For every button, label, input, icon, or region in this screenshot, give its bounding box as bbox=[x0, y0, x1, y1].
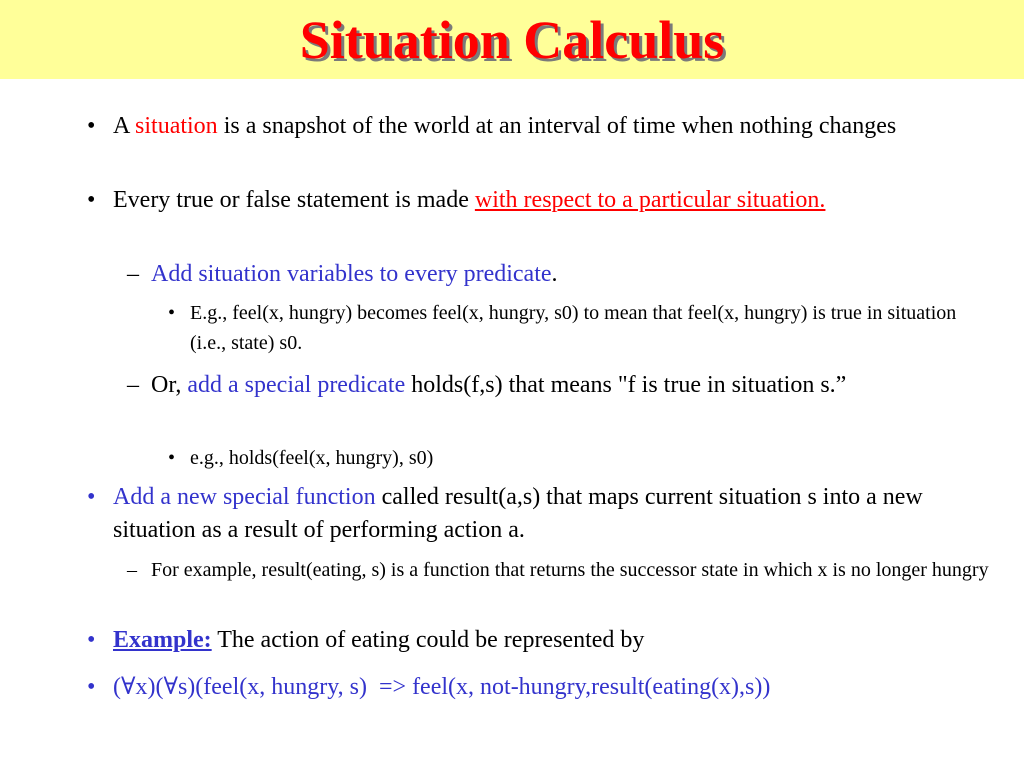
sub-text: For example, result(eating, s) is a function that returns the successor state in which x is no longer hungry bbox=[151, 559, 989, 581]
sub-text-post: holds(f,s) that means "f is true in situation s.” bbox=[405, 372, 847, 398]
sub-result-example bbox=[127, 555, 996, 585]
bullet-marker: • bbox=[87, 674, 96, 700]
term-special-function: Add a new special function bbox=[113, 484, 376, 510]
dash-marker: – bbox=[127, 261, 139, 287]
sub-text-tail: . bbox=[551, 261, 558, 287]
term-special-predicate: add a special predicate bbox=[187, 372, 406, 398]
subsub-text: E.g., feel(x, hungry) becomes feel(x, hungry, s0) to mean that feel(x, hungry) is true in situation (i.e., state) s0. bbox=[190, 302, 957, 354]
bullet-text-pre: Every true or false statement is made bbox=[113, 187, 475, 213]
bullet-text-pre: A bbox=[113, 113, 136, 139]
subsub-holds-example bbox=[168, 443, 970, 473]
term-situation: situation bbox=[135, 113, 218, 139]
bullet-marker: • bbox=[87, 484, 96, 510]
bullet-true-false-statement bbox=[87, 184, 953, 217]
link-with-respect-to-situation[interactable]: with respect to a particular situation. bbox=[474, 187, 826, 213]
bullet-new-special-function bbox=[87, 481, 933, 547]
bullet-marker: • bbox=[87, 113, 96, 139]
subsub-feel-example bbox=[168, 298, 990, 358]
bullet-text-post: The action of eating could be represented by bbox=[211, 627, 645, 653]
sub-text-pre: Or, bbox=[151, 372, 188, 398]
sub-add-special-predicate bbox=[127, 369, 951, 402]
bullet-marker: • bbox=[87, 187, 96, 213]
slide-title: Situation Calculus bbox=[299, 9, 725, 70]
formula-text: (∀x)(∀s)(feel(x, hungry, s) => feel(x, not-hungry,result(eating(x),s)) bbox=[113, 674, 771, 700]
bullet-marker: • bbox=[168, 447, 176, 469]
dash-marker: – bbox=[127, 559, 137, 581]
bullet-text-post: called result(a,s) that maps current situation s into a new situation as a result of performing action a. bbox=[113, 484, 923, 543]
sub-text-blue: Add situation variables to every predicate bbox=[151, 261, 552, 287]
bullet-text-post: is a snapshot of the world at an interval of time when nothing changes bbox=[217, 113, 897, 139]
subsub-text: e.g., holds(feel(x, hungry), s0) bbox=[190, 447, 434, 469]
bullet-marker: • bbox=[87, 627, 96, 653]
dash-marker: – bbox=[127, 372, 139, 398]
bullet-marker: • bbox=[168, 302, 176, 324]
sub-add-situation-variables bbox=[127, 258, 971, 291]
bullet-situation-definition bbox=[87, 110, 953, 143]
bullet-formula bbox=[87, 671, 1013, 704]
bullet-example bbox=[87, 624, 953, 657]
example-label: Example: bbox=[113, 627, 212, 653]
